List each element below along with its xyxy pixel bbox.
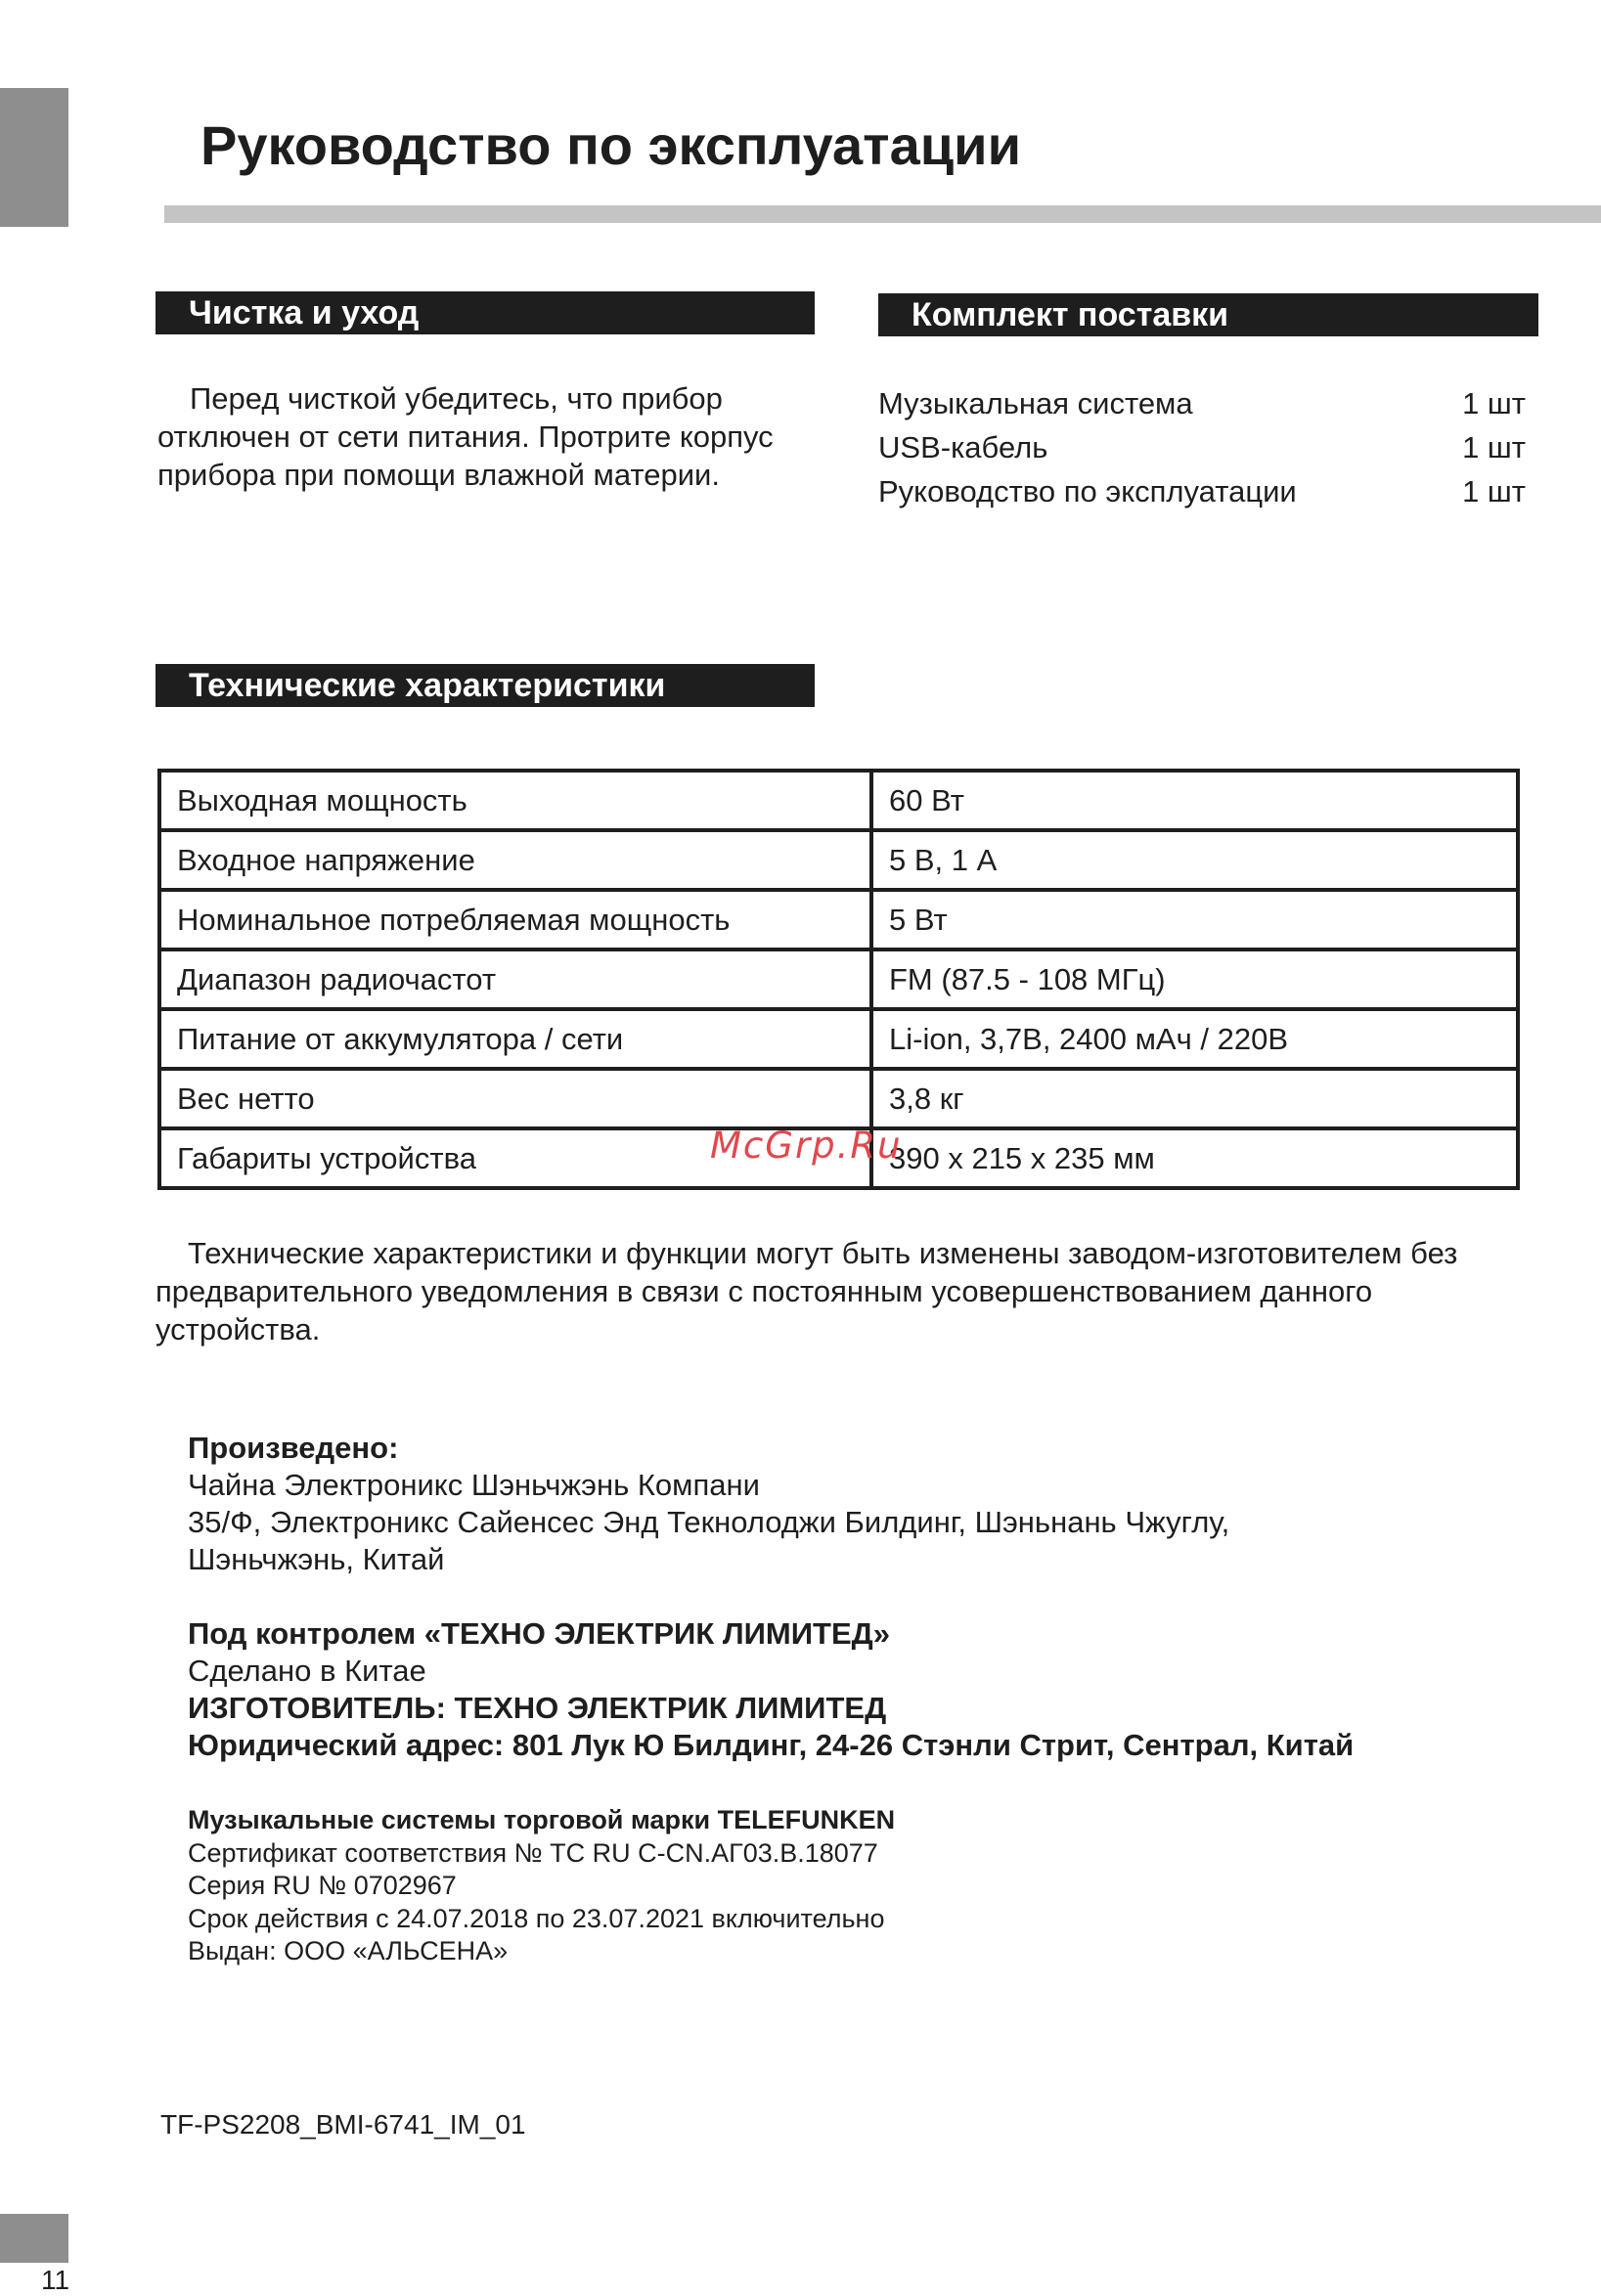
page-title: Руководство по эксплуатации [200, 114, 1021, 176]
package-item-qty: 1 шт [1462, 430, 1526, 464]
spec-value: 5 Вт [871, 890, 1518, 949]
legal-address-line: Юридический адрес: 801 Лук Ю Билдинг, 24-26 Стэнли Стрит, Сентрал, Китай [188, 1728, 1355, 1762]
made-in-line: Сделано в Китае [188, 1654, 426, 1688]
spec-param: Габариты устройства [159, 1128, 871, 1188]
table-row [159, 1009, 1518, 1069]
control-line: Под контролем «ТЕХНО ЭЛЕКТРИК ЛИМИТЕД» [188, 1616, 890, 1651]
spacer [188, 1578, 1557, 1615]
model-code: TF-PS2208_BMI-6741_IM_01 [160, 2109, 526, 2140]
page-tab-top [0, 88, 68, 227]
spec-value: 3,8 кг [871, 1069, 1518, 1128]
certificate-series: Серия RU № 0702967 [188, 1871, 457, 1900]
spec-value: Li-ion, 3,7В, 2400 мАч / 220В [871, 1009, 1518, 1069]
package-item-name: Руководство по эксплуатации [878, 474, 1297, 508]
spec-value: 390 x 215 x 235 мм [871, 1128, 1518, 1188]
spec-param: Диапазон радиочастот [159, 949, 871, 1009]
package-list [878, 381, 1526, 513]
cleaning-text: Перед чисткой убедитесь, что прибор отключен от сети питания. Протрите корпус прибора при помощи влажной материи. [157, 381, 774, 492]
producer-company: Чайна Электроникс Шэньчжэнь Компани [188, 1468, 760, 1502]
certificate-issuer: Выдан: ООО «АЛЬСЕНА» [188, 1936, 509, 1965]
spec-param: Питание от аккумулятора / сети [159, 1009, 871, 1069]
package-item-qty: 1 шт [1462, 386, 1526, 420]
spec-value: FM (87.5 - 108 МГц) [871, 949, 1518, 1009]
spec-param: Номинальное потребляемая мощность [159, 890, 871, 949]
specs-change-note: Технические характеристики и функции могут быть изменены заводом-изготовителем без предварительного уведомления в связи с постоянным усовершенствованием данного устройства. [156, 1236, 1458, 1347]
producer-address-line: 35/Ф, Электроникс Сайенсес Энд Текнолоджи Билдинг, Шэньнань Чжуглу, [188, 1505, 1230, 1539]
list-item [878, 469, 1526, 513]
spec-value: 60 Вт [871, 771, 1518, 830]
package-item-name: USB-кабель [878, 430, 1048, 464]
spec-value: 5 В, 1 А [871, 830, 1518, 890]
table-row [159, 949, 1518, 1009]
table-row [159, 890, 1518, 949]
package-item-name: Музыкальная система [878, 386, 1193, 420]
certificate-brand: Музыкальные системы торговой марки TELEFUNKEN [188, 1805, 896, 1834]
title-rule [164, 205, 1601, 223]
producer-address-line: Шэньчжэнь, Китай [188, 1542, 445, 1576]
cleaning-heading: Чистка и уход [156, 291, 815, 334]
spec-param: Входное напряжение [159, 830, 871, 890]
manufacturer-block [188, 1430, 1557, 1764]
produced-label: Произведено: [188, 1431, 399, 1465]
list-item [878, 381, 1526, 425]
spec-param: Выходная мощность [159, 771, 871, 830]
package-heading: Комплект поставки [878, 293, 1538, 336]
certificate-validity: Срок действия с 24.07.2018 по 23.07.2021 включительно [188, 1903, 885, 1933]
spec-param: Вес нетто [159, 1069, 871, 1128]
table-row [159, 830, 1518, 890]
table-row [159, 771, 1518, 830]
maker-line: ИЗГОТОВИТЕЛЬ: ТЕХНО ЭЛЕКТРИК ЛИМИТЕД [188, 1691, 887, 1725]
specs-heading: Технические характеристики [156, 664, 815, 707]
page-number: 11 [41, 2265, 70, 2295]
table-row [159, 1069, 1518, 1128]
watermark-text: McGrp.Ru [710, 1125, 903, 1167]
certificate-number: Сертификат соответствия № ТС RU С-CN.АГ03.В.18077 [188, 1837, 878, 1868]
page-tab-bottom [0, 2214, 68, 2263]
package-item-qty: 1 шт [1462, 474, 1526, 508]
list-item [878, 425, 1526, 469]
certificate-block [188, 1804, 1557, 1968]
